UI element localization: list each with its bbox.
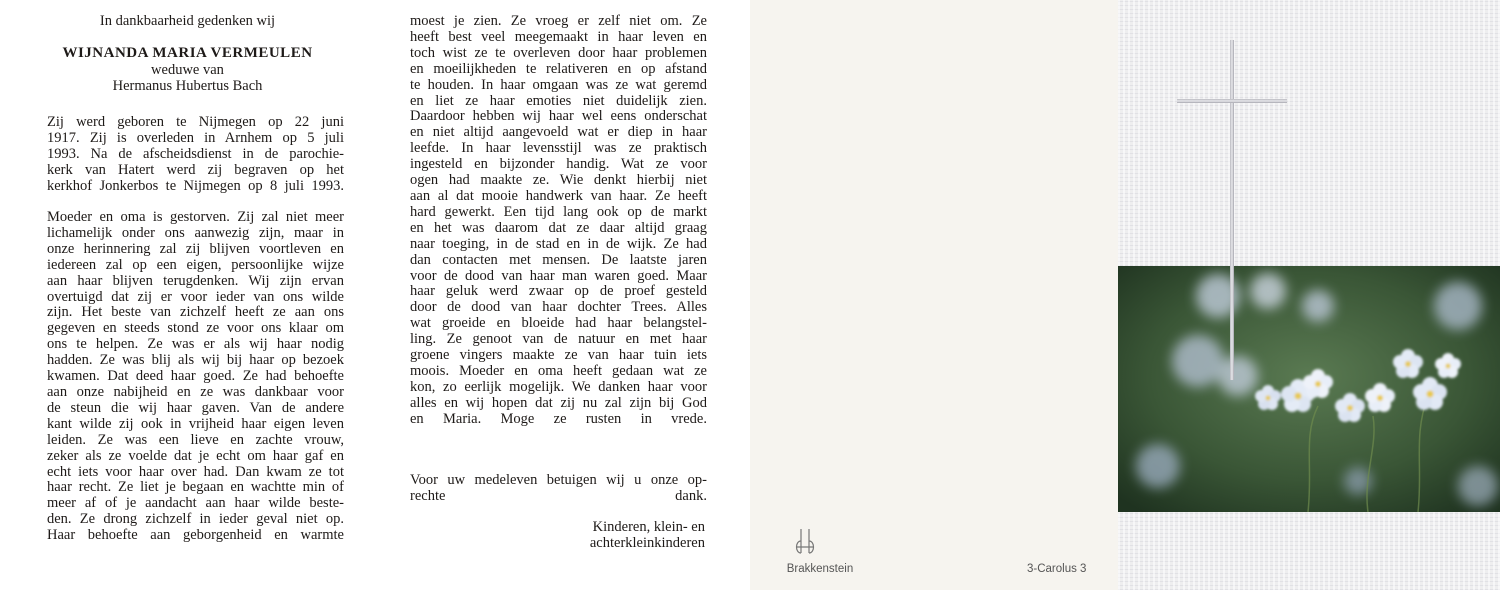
text-line: Moeder en oma is gestorven. Zij zal niet meer — [47, 209, 344, 225]
text-line: wat groeide en bloeide had haar belangstel- — [410, 315, 707, 332]
text-line: iedereen zal op een eigen, persoonlijke wijze — [47, 256, 344, 273]
widow-label: weduwe van — [151, 62, 224, 78]
text-line: haar recht. Ze liet je begaan en wachtte min of — [47, 479, 344, 496]
text-line: ogen had maakte ze. Wie denkt hierbij niet — [410, 172, 707, 189]
text-line: en moeilijkheden te relativeren en op afstand — [410, 60, 707, 77]
signature-line: Kinderen, klein- en — [592, 519, 705, 535]
thanks-paragraph — [410, 473, 707, 505]
text-line: leiden. Ze was een lieve en zachte vrouw, — [47, 431, 344, 448]
cross-horizontal-bar — [1177, 99, 1287, 103]
text-line: en het was daarom dat ze daar altijd graag — [410, 219, 707, 236]
text-line: zijn. Het beste van zichzelf heeft ze aan ons — [47, 304, 344, 321]
text-line: onze herinnering zal zij blijven voortleven en — [47, 240, 344, 257]
text-line: ons te helpen. Ze was er als wij haar nodig — [47, 336, 344, 353]
text-line: groene vingers maakte ze van haar tuin iets — [410, 347, 707, 364]
text-line: kwamen. Dat deed haar goed. Ze had behoefte — [47, 368, 344, 385]
blank-back-panel — [750, 0, 1118, 590]
text-line: heeft best veel meegemaakt in haar leven en — [410, 28, 707, 45]
text-line: voor de dood van haar man waren goed. Maar — [410, 267, 707, 284]
continued-paragraph — [410, 14, 707, 428]
deceased-name: WIJNANDA MARIA VERMEULEN — [62, 45, 313, 61]
signature — [560, 520, 705, 552]
text-line: kant wilde zij ook in vrijheid haar eigen leven — [47, 415, 344, 432]
signature-line: achterkleinkinderen — [589, 534, 705, 551]
text-line: te houden. In haar omgaan was ze wat geremd — [410, 76, 707, 93]
text-line: kerk van Hatert werd zij begraven op het — [47, 161, 344, 178]
text-line: moois. Moeder en oma heeft gedaan wat ze — [410, 362, 707, 379]
forget-me-not-photo — [1118, 266, 1500, 512]
text-line: toch wist ze te overleven door haar problemen — [410, 44, 707, 61]
text-line: Zij werd geboren te Nijmegen op 22 juni — [47, 114, 344, 130]
intro-line: In dankbaarheid gedenken wij — [99, 13, 276, 29]
text-line: kerkhof Jonkerbos te Nijmegen op 8 juli 1993. — [47, 177, 344, 194]
text-line: overtuigd dat zij er voor ieder van ons wilde — [47, 288, 344, 305]
text-line: en liet ze haar emoties niet duidelijk zien. — [410, 92, 707, 109]
text-line: aan onze nabijheid en ze was dankbaar voor — [47, 383, 344, 400]
text-line: hadden. Ze was blij als wij bij haar op bezoek — [47, 352, 344, 369]
text-line: lichamelijk onder ons aanwezig zijn, maar in — [47, 224, 344, 241]
text-line: haar geluk werd zwaar op de proef gesteld — [410, 283, 707, 300]
text-line: kon, zo eerlijk mogelijk. We danken haar voor — [410, 378, 707, 395]
spouse-name: Hermanus Hubertus Bach — [112, 78, 263, 94]
text-line: Haar behoefte aan geborgenheid en warmte — [47, 527, 344, 544]
text-line: aan al dat mooie handwerk van haar. Ze heeft — [410, 187, 707, 204]
publisher-name: Brakkenstein — [786, 563, 854, 575]
text-line: naar toeging, in de stad en in de wijk. Ze had — [410, 235, 707, 252]
text-line: alles en wij hopen dat zij nu zal zijn bij God — [410, 394, 707, 411]
text-line: den. Ze drong zichzelf in ieder geval niet op. — [47, 511, 344, 528]
text-panel-left — [0, 0, 375, 590]
text-line: aan haar blijven terugdenken. Wij zijn ervan — [47, 272, 344, 289]
text-line: de steun die wij haar gaven. Van de andere — [47, 399, 344, 416]
text-line: hard gewerkt. Een tijd lang ook op de markt — [410, 203, 707, 220]
text-line: zeker als ze voelde dat je echt om haar gaf en — [47, 447, 344, 464]
text-line: echt iets voor haar over had. Dan kwam ze tot — [47, 463, 344, 480]
text-line: dan contacten met mensen. De laatste jaren — [410, 251, 707, 268]
text-line: 1917. Zij is overleden in Arnhem op 5 juli — [47, 129, 344, 146]
text-line: moest je zien. Ze vroeg er zelf niet om. Ze — [410, 13, 707, 29]
text-line: rechte dank. — [410, 487, 707, 504]
text-line: 1993. Na de afscheidsdienst in de parochie- — [47, 145, 344, 162]
text-line: gegeven en steeds stond ze voor ons klaar om — [47, 320, 344, 337]
memory-paragraph — [47, 210, 344, 544]
text-line: ling. Ze genoot van de natuur en met haar — [410, 331, 707, 348]
text-line: en Maria. Moge ze rusten in vrede. — [410, 410, 707, 427]
text-line: door de dood van haar dochter Trees. Alles — [410, 299, 707, 316]
card-code: 3-Carolus 3 — [1027, 563, 1087, 575]
publisher-logo-icon — [793, 527, 817, 557]
text-line: en niet altijd aangevoeld wat er diep in haar — [410, 124, 707, 141]
text-line: meer af of je aandacht aan haar wilde beste- — [47, 495, 344, 512]
cross-vertical-bar — [1230, 40, 1234, 380]
text-line: leefde. In haar levensstijl was ze praktisch — [410, 140, 707, 157]
text-line: ingesteld en bijzonder handig. Wat ze voor — [410, 156, 707, 173]
birth-paragraph — [47, 115, 344, 195]
text-line: Voor uw medeleven betuigen wij u onze op- — [410, 472, 707, 488]
text-line: Daardoor hebben wij haar wel eens onderschat — [410, 108, 707, 125]
